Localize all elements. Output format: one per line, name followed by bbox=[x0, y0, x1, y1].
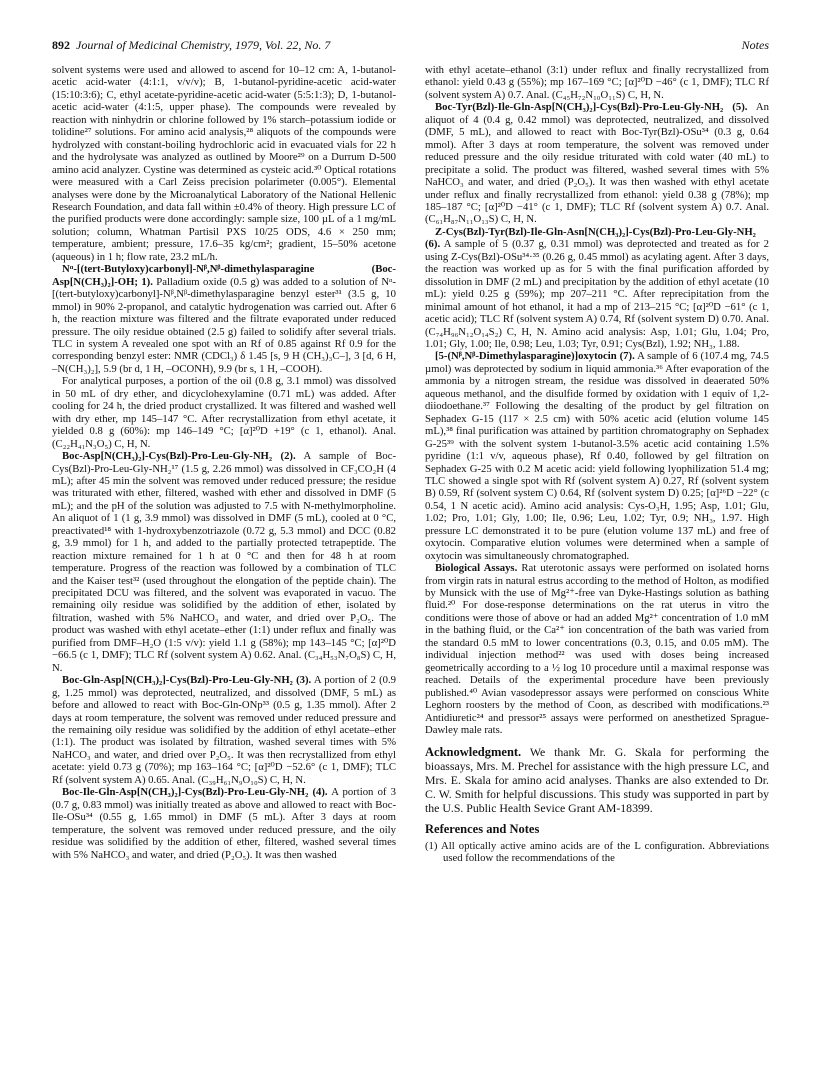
left-column bbox=[52, 64, 396, 861]
paragraph-heading: Nᵅ-[(tert-Butyloxy)carbonyl]-Nᵝ,Nᵝ-dimethylasparagine (Boc-Asp[N(CH₃)₂]-OH; 1). bbox=[52, 263, 396, 288]
paragraph bbox=[52, 64, 396, 263]
paragraph-text: A sample of 5 (0.37 g, 0.31 mmol) was deprotected and treated as for 2 using Z-Cys(Bzl)-OSu³⁴·³⁵ (0.26 g, 0.45 mmol) as acylating agent. After 3 days, the reaction was worked up as for 5 with the final purification afforded by dissolution in DMF (2 mL) and precipitation by the addition of ethyl acetate (10 mL): yield 0.25 g (59%); mp 207–211 °C. After reprecipitation from the minimal amount of hot ethanol, it had a mp of 213–215 °C; [α]²⁰D −61° (c 1, acetic acid); TLC Rf (solvent system A) 0.74, Rf (solvent system D) 0.70. Anal. (C₇₄H₉₆N₁₂O₁₄S₂) C, H, N. Amino acid analysis: Asp, 1.01; Glu, 1.04; Pro, 1.01; Gly, 1.00; Ile, 0.98; Leu, 1.03; Tyr, 0.91; Cys(Bzl), 1.92; NH₃, 1.88. bbox=[425, 238, 769, 350]
paragraph-text: A portion of 2 (0.9 g, 1.25 mmol) was deprotected, neutralized, and dissolved (DMF, 5 mL) as before and allowed to react with Boc-Gln-ONp³³ (0.5 g, 1.35 mmol). After 2 days at room temperature, the solvent was removed under reduced pressure and the remaining oily residue was solidified by the addition of ethyl acetate–ether (1:1). The product was isolated by filtration, washed several times with 5% NaHCO₃ and water, and dried over P₂O₅. It was then recrystallized from ethyl acetate: yield 0.73 g (70%); mp 163–164 °C; [α]²⁰D −52.6° (c 1, DMF); TLC Rf (solvent system A) 0.65. Anal. (C₃₉H₆₁N₉O₁₀S) C, H, N. bbox=[52, 674, 396, 786]
paragraph bbox=[52, 786, 396, 861]
paragraph-text: Rat uterotonic assays were performed on isolated horns from virgin rats in natural estrus according to the method of Holton, as modified by Munsick with the use of Mg²⁺-free van Dyke-Hastings solution as bathing fluid.²⁰ For dose-response determinations on the rat uterus in vitro the conditions were those of above or had an added Mg²⁺ concentration of 1.0 mM in the bathing fluid, or the Ca²⁺ ion concentration of the bath was varied from the standard 0.5 mM to lower concentrations (0.3, 0.15, and 0.05 mM). The individual injection method²² was used with doses being increased geometrically according to a ½ log 10 procedure until a maximal response was reached. Details of the experimental procedure have been previously published.⁴⁰ Avian vasodepressor assays were performed on conscious White Leghorn roosters by the method of Coon, as described with modifications.²³ Antidiuretic²⁴ and pressor²⁵ assays were performed on anesthetized Sprague-Dawley male rats. bbox=[425, 562, 770, 737]
acknowledgment bbox=[425, 745, 769, 815]
paragraph bbox=[425, 101, 769, 226]
paragraph bbox=[52, 375, 396, 450]
right-column bbox=[425, 64, 769, 865]
paragraph bbox=[52, 674, 396, 786]
acknowledgment-heading: Acknowledgment. bbox=[425, 745, 522, 760]
paragraph-text: A portion of 3 (0.7 g, 0.83 mmol) was initially treated as above and allowed to react with Boc-Ile-OSu³⁴ (0.55 g, 1.65 mmol) in DMF (5 mL). After 3 days at room temperature, the solvent was removed under reduced pressure, and the oily residue was solidified by the addition of ether, filtered, washed several times with 5% NaHCO₃ and water, and dried (P₂O₅). It was then washed bbox=[52, 786, 396, 861]
paragraph-heading: Boc-Gln-Asp[N(CH₃)₂]-Cys(Bzl)-Pro-Leu-Gly-NH₂ (3). bbox=[62, 674, 312, 687]
paragraph bbox=[52, 450, 396, 674]
paragraph bbox=[425, 64, 769, 101]
paragraph-heading: Boc-Asp[N(CH₃)₂]-Cys(Bzl)-Pro-Leu-Gly-NH₂ (2). bbox=[62, 450, 296, 463]
references-list bbox=[425, 840, 769, 865]
right-column-body bbox=[425, 64, 769, 736]
paragraph-text: An aliquot of 4 (0.4 g, 0.42 mmol) was deprotected, neutralized, and dissolved (DMF, 5 mL), and allowed to react with Boc-Tyr(Bzl)-OSu³⁴ (0.3 g, 0.64 mmol). After 3 days at room temperature, the solvent was removed under reduced pressure and the oily residue triturated with cold water (40 mL) to precipitate a solid. The product was filtered, washed several times with 5% NaHCO₃ and water, and dried (P₂O₅). It was then washed with ethyl acetate under reflux and finally recrystallized from ethanol: yield 0.38 g (78%); mp 185–187 °C; [α]²⁰D −41° (c 1, DMF); TLC Rf (solvent system A) 0.7. Anal. (C₆₁H₈₇N₁₁O₁₃S) C, H, N. bbox=[425, 101, 769, 226]
paragraph-text: Palladium oxide (0.5 g) was added to a solution of Nᵅ-[(tert-butyloxy)carbonyl]-Nᵝ,Nᵝ-dimethylasparagine benzyl ester³¹ (3.5 g, 10 mmol) in 90% 2-propanol, and catalytic hydrogenation was carried out. After 6 h, the reaction mixture was filtered and the filtrate evaporated under reduced pressure. The oily residue obtained (2.5 g) failed to solidify after several trials. TLC in system A revealed one spot with an Rf of 0.85 against Rf 0.9 for the corresponding benzyl ester: NMR (CDCl₃) δ 1.45 [s, 9 H (CH₃)₃C–], 3 [d, 6 H, –N(CH₃)₂], 5.9 (br d, 1 H, –OCONH), 9.9 (br s, 1 H, –COOH). bbox=[52, 275, 396, 375]
paragraph-heading: Boc-Tyr(Bzl)-Ile-Gln-Asp[N(CH₃)₂]-Cys(Bzl)-Pro-Leu-Gly-NH₂ (5). bbox=[435, 101, 748, 114]
paragraph-heading: Z-Cys(Bzl)-Tyr(Bzl)-Ile-Gln-Asn[N(CH₃)₂]-Cys(Bzl)-Pro-Leu-Gly-NH₂ (6). bbox=[425, 225, 756, 251]
section-label: Notes bbox=[741, 38, 769, 52]
paragraph-text: solvent systems were used and allowed to ascend for 10–12 cm: A, 1-butanol-acetic acid-water (4:1:1, v/v/v); B, 1-butanol-pyridine-acetic acid-water (15:10:3:6); C, ethyl acetate-pyridine-acetic acid-water (5:5:1:3); D, 1-butanol-acetic acid-water (4:1:5, upper phase). The compounds were revealed by reaction with ninhydrin or chlorine followed by 1% starch–potassium iodide or tolidine²⁷ solutions. For amino acid analysis,²⁸ aliquots of the compounds were hydrolyzed with constant-boiling hydrochloric acid in evacuated vials for 22 h and the hydrolysate was analyzed as outlined by Moore²⁹ on a Durrum D-500 amino acid analyzer. Cystine was determined as cysteic acid.³⁰ Optical rotations were measured with a Carl Zeiss precision polarimeter (0.005°). Elemental analyses were done by the Microanalytical Laboratory of the National Hellenic Research Foundation, and data fall within ±0.4% of theory. High pressure LC of the purified products were done accordingly: sample size, 100 µL of a 1 mg/mL solution; column, Whatman Partisil PXS 10/25 ODS, 4.6 × 250 mm; temperature, ambient; pressure, 17.6–35 kg/cm²; gradient, 15–50% acetone (aqueous) in 1 h; flow rate, 23.2 mL/h. bbox=[52, 64, 396, 263]
paragraph-text: with ethyl acetate–ethanol (3:1) under reflux and finally recrystallized from ethanol: yield 0.43 g (55%); mp 167–169 °C; [α]²⁰D −46° (c 1, DMF); TLC Rf (solvent system A) 0.7. Anal. (C₄₅H₇₂N₁₀O₁₁S) C, H, N. bbox=[425, 64, 769, 101]
paragraph bbox=[425, 226, 769, 351]
reference-item: (1) All optically active amino acids are of the L configuration. Abbreviations used follow the recommendations of the bbox=[425, 839, 769, 865]
paragraph bbox=[52, 263, 396, 375]
paragraph-text: A sample of 6 (107.4 mg, 74.5 µmol) was deprotected by sodium in liquid ammonia.³⁶ After evaporation of the ammonia by a nitrogen stream, the residue was dissolved in deaerated 50% aqueous methanol, and the disulfide formed by oxidation with 1 equiv of 1,2-diiodoethane.³⁷ Following the desalting of the product by gel filtration on Sephadex G-15 (117 × 2.5 cm) with 50% acetic acid (elution volume 145 mL),³⁸ final purification was attained by partition chromatography on Sephadex G-25³⁹ with the solvent system 1-butanol-3.5% acetic acid containing 1.5% pyridine (1:1 v/v, aqueous phase), Rf 0.40, followed by gel filtration on Sephadex G-25 with 0.2 M acetic acid: yield following lyophilization 51.4 mg; TLC showed a single spot with Rf (solvent system A) 0.27, Rf (solvent system B) 0.59, Rf (solvent system C) 0.64, Rf (solvent system D) 0.25; [α]²⁶D −22° (c 0.54, 1 N acetic acid). Amino acid analysis: Cys-O₃H, 1.95; Asp, 1.01; Glu, 1.02; Pro, 1.01; Gly, 1.00; Ile, 0.96; Leu, 1.02; Tyr, 0.9; NH₃, 1.97. High pressure LC demonstrated it to be pure (elution volume 137 mL) and free of oxytocin. Comparative elution volumes were determined when a sample of oxytocin was simultaneously chromatographed. bbox=[425, 350, 769, 562]
paragraph bbox=[425, 562, 769, 736]
paragraph-heading: [5-(Nᵝ,Nᵝ-Dimethylasparagine)]oxytocin (7). bbox=[435, 350, 635, 363]
journal-citation: Journal of Medicinal Chemistry, 1979, Vol. 22, No. 7 bbox=[76, 38, 331, 52]
paragraph-text: A sample of Boc-Cys(Bzl)-Pro-Leu-Gly-NH₂¹⁷ (1.5 g, 2.26 mmol) was dissolved in CF₃CO₂H (4 mL); after 45 min the solvent was removed under reduced pressure; the residue was triturated with ether, filtered, washed with ether and dissolved in DMF (5 mL); and the pH of the solution was adjusted to 7.5 with N-methylmorpholine. An aliquot of 1 (1 g, 3.9 mmol) was dissolved in DMF (5 mL), cooled at 0 °C, preactivated¹⁸ with 1-hydroxybenzotriazole (0.72 g, 5.3 mmol) and DCC (0.82 g, 3.9 mmol) for 1 h, and added to the partially protected tetrapeptide. The reaction mixture remained for 1 h at 0 °C and then for 48 h at room temperature. Progress of the reaction was followed by a combination of TLC and the Kaiser test³² (used throughout the elongation of the peptide chain). The precipitated DCU was filtered, and the solvent was evaporated in vacuo. The remaining oily residue was solidified by the addition of ether, isolated by filtration, washed with 5% NaHCO₃ and water, and dried over P₂O₅. The product was washed with ethyl acetate–ether (1:1) under reflux and finally was purified from DMF–H₂O (1:5 v/v): yield 1.1 g (58%); mp 143–145 °C; [α]²⁰D −66.5 (c 1, DMF); TLC Rf (solvent system A) 0.62. Anal. (C₃₄H₅₃N₇O₈S) C, H, N. bbox=[52, 450, 396, 674]
acknowledgment-text: We thank Mr. G. Skala for performing the bioassays, Mrs. M. Prechel for assistance with the high pressure LC, and Mrs. E. Skala for amino acid analyses. Thanks are also extended to Dr. C. W. Smith for helpful discussions. This study was supported in part by the U.S. Public Health Sevice Grant AM-18399. bbox=[425, 745, 769, 816]
paragraph-text: For analytical purposes, a portion of the oil (0.8 g, 3.1 mmol) was dissolved in 50 mL of dry ether, and dicyclohexylamine (0.71 mL) was added. After cooling for 24 h, the dried product crystallized. It was filtered and washed well with dry ether, mp 145–147 °C. After recrystallization from ethyl acetate, it yielded 0.8 g (60%): mp 146–149 °C; [α]²⁰D +19° (c 1, ethanol). Anal. (C₂₂H₄₁N₃O₅) C, H, N. bbox=[52, 375, 396, 450]
paragraph-heading: Biological Assays. bbox=[435, 562, 518, 575]
page-number: 892 bbox=[52, 38, 70, 52]
paragraph bbox=[425, 350, 769, 562]
page-header bbox=[52, 38, 769, 54]
references-heading: References and Notes bbox=[425, 822, 540, 837]
paragraph-heading: Boc-Ile-Gln-Asp[N(CH₃)₂]-Cys(Bzl)-Pro-Leu-Gly-NH₂ (4). bbox=[62, 786, 328, 799]
